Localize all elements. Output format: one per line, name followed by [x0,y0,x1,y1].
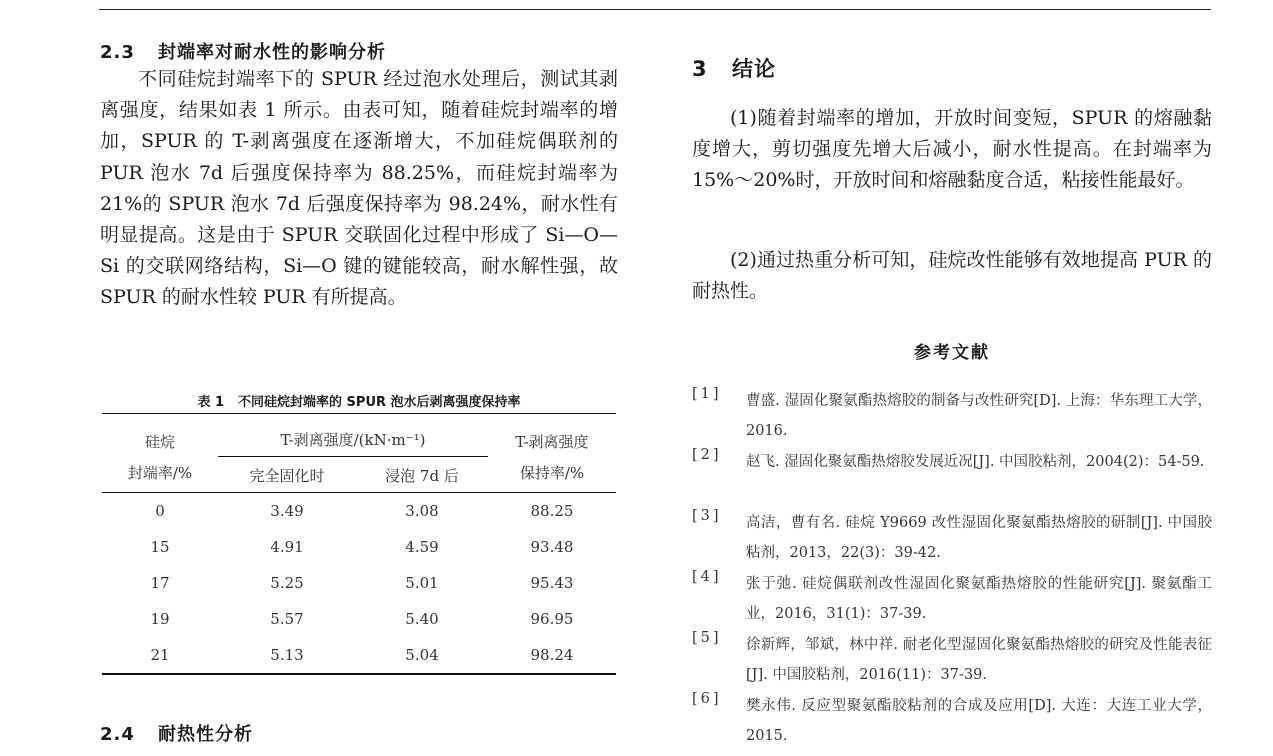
table-cell: 5.04 [405,646,439,664]
header-col4-line1: T-剥离强度 [515,433,589,451]
section-2-4-number: 2.4 [100,724,135,745]
table-cell: 17 [150,574,170,592]
table-header-rule [102,492,616,493]
table-cell: 95.43 [530,574,574,592]
table-cell: 5.25 [270,574,304,592]
section-2-3-paragraph: 不同硅烷封端率下的 SPUR 经过泡水处理后，测试其剥离强度，结果如表 1 所示。由表可知，随着硅烷封端率的增加，SPUR 的 T-剥离强度在逐渐增大，不加硅烷偶联剂的 PUR 泡水 7d 后强度保持率为 88.25%，而硅烷封端率为 21%的 SPUR 泡水 7d 后强度保持率为 98.24%，耐水性有明显提高。这是由于 SPUR 交联固化过程中形成了 Si—O—Si 的交联网络结构，Si—O 键的键能较高，耐水解性强，故 SPUR 的耐水性较 PUR 有所提高。 [100,68,618,309]
table-1-number: 表 1 [197,395,225,410]
reference-text: 高洁，曹有名. 硅烷 Y9669 改性湿固化聚氨酯热熔胶的研制[J]. 中国胶粘剂，2013，22(3)：39-42. [746,515,1212,561]
table-cell: 98.24 [530,646,574,664]
table-cell: 3.49 [270,502,304,520]
reference-number: [6] [692,691,722,707]
table-cell: 88.25 [530,502,574,520]
section-3-title: 结论 [732,57,776,81]
table-cell: 96.95 [530,610,574,628]
section-3-number: 3 [692,57,708,81]
table-cell: 3.08 [405,502,439,520]
table-cell: 5.01 [405,574,439,592]
references-title: 参考文献 [914,343,990,363]
table-cell: 15 [150,538,170,556]
table-bottom-rule [102,673,616,675]
table-cell: 5.57 [270,610,304,628]
table-cell: 0 [155,502,165,520]
table-1-caption [100,391,618,410]
reference-number: [2] [692,447,722,463]
table-cell: 5.13 [270,646,304,664]
header-col4-line2: 保持率/% [519,464,585,482]
header-col1-line2: 封端率/% [127,464,193,482]
table-cell: 21 [150,646,170,664]
reference-text: 樊永伟. 反应型聚氨酯胶粘剂的合成及应用[D]. 大连：大连工业大学，2015. [746,698,1212,744]
table-cell: 93.48 [530,538,574,556]
reference-number: [5] [692,630,722,646]
table-cell: 4.59 [405,538,439,556]
section-2-3-heading [100,38,386,64]
table-1-title: 不同硅烷封端率的 SPUR 泡水后剥离强度保持率 [238,395,521,410]
header-col3: 浸泡 7d 后 [385,467,459,485]
section-2-3-title: 封端率对耐水性的影响分析 [158,42,386,63]
header-col1-line1: 硅烷 [144,433,175,451]
reference-number: [4] [692,569,722,585]
conclusion-paragraph-2: (2)通过热重分析可知，硅烷改性能够有效地提高 PUR 的耐热性。 [692,249,1212,303]
reference-text: 徐新辉，邹斌，林中祥. 耐老化型湿固化聚氨酯热熔胶的研究及性能表征[J]. 中国胶粘剂，2016(11)：37-39. [746,637,1212,683]
section-2-4-heading [100,720,253,746]
reference-text: 曹盛. 湿固化聚氨酯热熔胶的制备与改性研究[D]. 上海：华东理工大学，2016. [746,393,1212,439]
conclusion-paragraph-1: (1)随着封端率的增加，开放时间变短，SPUR 的熔融黏度增大，剪切强度先增大后减小，耐水性提高。在封端率为 15%～20%时，开放时间和熔融黏度合适，粘接性能最好。 [692,107,1212,192]
header-group-label: T-剥离强度/(kN·m⁻¹) [280,431,426,449]
reference-number: [1] [692,386,722,402]
section-3-heading [692,53,776,83]
table-cell: 5.40 [405,610,439,628]
header-col2: 完全固化时 [249,467,325,485]
reference-text: 张于弛. 硅烷偶联剂改性湿固化聚氨酯热熔胶的性能研究[J]. 聚氨酯工业，2016，31(1)：37-39. [746,576,1212,622]
table-group-rule [218,456,488,457]
page-top-rule [99,9,1211,10]
table-cell: 19 [150,610,170,628]
reference-number: [3] [692,508,722,524]
section-2-3-number: 2.3 [100,42,135,63]
reference-text: 赵飞. 湿固化聚氨酯热熔胶发展近况[J]. 中国胶粘剂，2004(2)：54-59. [746,454,1205,470]
table-cell: 4.91 [270,538,304,556]
section-2-4-title: 耐热性分析 [158,724,253,745]
table-top-rule [102,413,616,414]
